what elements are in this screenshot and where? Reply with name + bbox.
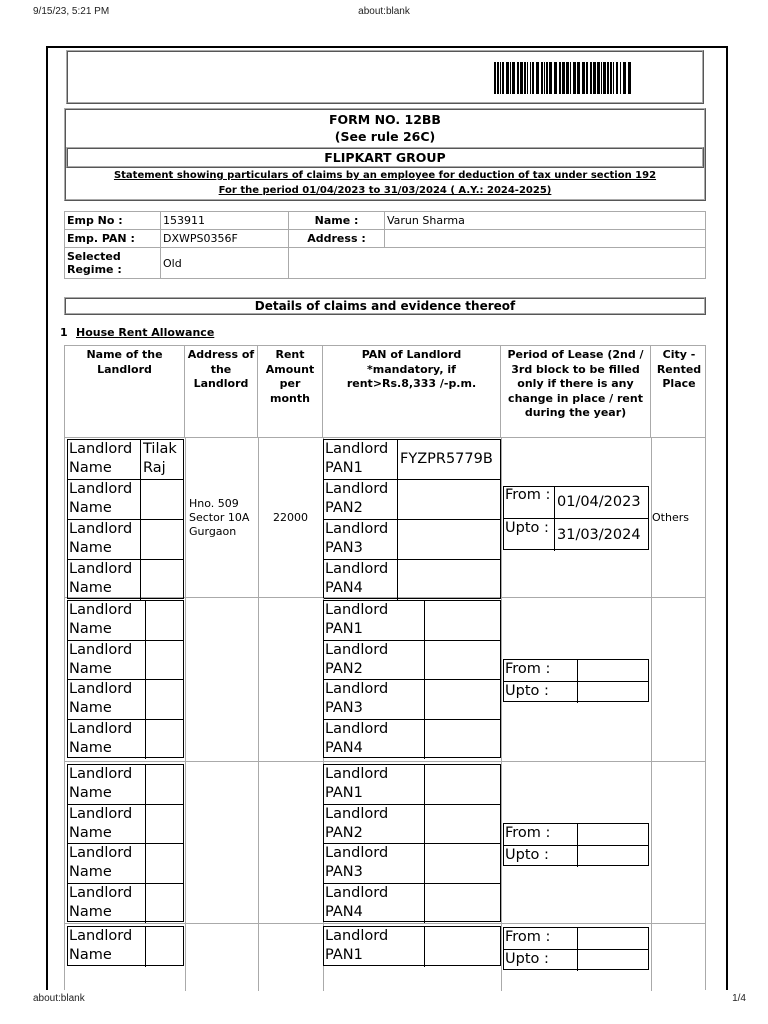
section-title: House Rent Allowance — [76, 326, 215, 339]
barcode-bar — [610, 62, 612, 94]
column-divider — [185, 598, 186, 761]
emp-no-value: 153911 — [161, 212, 289, 230]
landlord-name-row — [68, 884, 183, 924]
lease-from-row — [504, 660, 648, 682]
city-rented-place — [652, 762, 707, 924]
barcode-bar — [497, 62, 499, 94]
landlord-pan-label: Landlord PAN4 — [325, 561, 389, 596]
header-landlord-name: Name of the Landlord — [65, 346, 185, 437]
landlord-name-row — [68, 680, 183, 720]
barcode-bar — [494, 62, 496, 94]
landlord-pan-value[interactable] — [424, 765, 500, 804]
lease-upto-label: Upto : — [505, 520, 549, 536]
landlord-pan-row — [324, 601, 500, 641]
barcode-bar — [544, 62, 545, 94]
barcode-bar — [562, 62, 565, 94]
landlord-name-value[interactable] — [145, 680, 185, 719]
lease-upto-row — [504, 519, 648, 551]
landlord-pan-label: Landlord PAN2 — [325, 805, 389, 841]
landlord-pan-label: Landlord PAN1 — [325, 928, 389, 963]
lease-from-value[interactable] — [577, 660, 648, 681]
details-title: Details of claims and evidence thereof — [64, 297, 706, 315]
landlord-pan-value[interactable] — [397, 560, 500, 600]
statement-text: Statement showing particulars of claims by an employee for deduction of tax under section 192 — [113, 170, 657, 181]
emp-no-label: Emp No : — [65, 212, 161, 230]
landlord-name-row — [68, 844, 183, 884]
landlord-name-label: Landlord Name — [69, 681, 133, 716]
landlord-pan-value[interactable] — [397, 520, 500, 559]
landlord-pan-row — [324, 720, 500, 760]
barcode-bar — [512, 62, 515, 94]
lease-upto-row — [504, 846, 648, 868]
lease-from-label: From : — [505, 929, 551, 945]
landlord-pan-value[interactable] — [424, 720, 500, 760]
landlord-pan-row — [324, 884, 500, 924]
table-row — [65, 598, 705, 762]
lease-from-row — [504, 487, 648, 519]
barcode-bar — [530, 62, 531, 94]
landlord-pan-label: Landlord PAN1 — [325, 441, 389, 476]
landlord-name-row — [68, 765, 183, 805]
city-rented-place: Others — [652, 510, 689, 524]
landlord-address — [189, 924, 259, 991]
landlord-pan-value[interactable] — [424, 884, 500, 924]
barcode-bar — [613, 62, 614, 94]
landlord-name-table — [67, 926, 184, 966]
lease-upto-value[interactable] — [577, 846, 648, 868]
print-title: about:blank — [358, 6, 410, 17]
landlord-pan-row — [324, 765, 500, 805]
barcode-bar — [559, 62, 561, 94]
regime-label: Selected Regime : — [65, 248, 161, 279]
column-divider — [185, 762, 186, 923]
landlord-name-row — [68, 480, 183, 520]
landlord-name-label: Landlord Name — [69, 805, 133, 841]
employee-table — [64, 211, 706, 279]
barcode-bar — [570, 62, 571, 94]
landlord-pan-row — [324, 480, 500, 520]
hra-table — [64, 345, 706, 990]
rent-amount — [258, 598, 323, 762]
print-datetime: 9/15/23, 5:21 PM — [33, 6, 110, 17]
regime-value: Old — [161, 248, 289, 279]
company-name: FLIPKART GROUP — [66, 147, 704, 168]
lease-from-value[interactable]: 01/04/2023 — [554, 487, 648, 518]
city-rented-place — [652, 598, 707, 762]
lease-from-label: From : — [505, 661, 551, 677]
address-value — [385, 230, 706, 248]
landlord-name-row — [68, 601, 183, 641]
lease-upto-row — [504, 950, 648, 972]
landlord-name-row — [68, 720, 183, 760]
barcode-bar — [546, 62, 548, 94]
landlord-name-value[interactable] — [140, 480, 185, 519]
table-row — [65, 924, 705, 991]
landlord-pan-label: Landlord PAN3 — [325, 521, 389, 556]
address-label: Address : — [289, 230, 385, 248]
landlord-name-value[interactable] — [140, 520, 185, 559]
landlord-pan-row — [324, 440, 500, 480]
landlord-name-value[interactable] — [145, 805, 185, 844]
barcode-bar — [628, 62, 631, 94]
city-rented-place — [652, 924, 707, 991]
landlord-name-label: Landlord Name — [69, 481, 133, 516]
landlord-pan-table — [323, 439, 501, 599]
landlord-pan-row — [324, 844, 500, 884]
landlord-name-label: Landlord Name — [69, 884, 133, 920]
landlord-pan-label: Landlord PAN2 — [325, 481, 389, 516]
print-page-number: 1/4 — [732, 993, 746, 1004]
lease-period-table — [503, 486, 649, 550]
landlord-pan-row — [324, 641, 500, 681]
name-label: Name : — [289, 212, 385, 230]
landlord-name-value[interactable] — [145, 641, 185, 680]
landlord-pan-row — [324, 805, 500, 845]
landlord-name-value[interactable] — [145, 601, 185, 640]
barcode-box — [66, 50, 704, 104]
column-divider — [501, 762, 502, 923]
column-divider — [185, 437, 186, 597]
period-text: For the period 01/04/2023 to 31/03/2024 ( A.Y.: 2024-2025) — [218, 185, 552, 196]
landlord-pan-value[interactable]: FYZPR5779B — [397, 440, 500, 479]
column-divider — [501, 924, 502, 991]
lease-period-table — [503, 823, 649, 866]
landlord-pan-table — [323, 764, 501, 922]
header-lease-period: Period of Lease (2nd / 3rd block to be filled only if there is any change in place / rent during the year) — [501, 346, 651, 437]
landlord-pan-label: Landlord PAN2 — [325, 641, 389, 677]
landlord-pan-label: Landlord PAN4 — [325, 720, 389, 756]
barcode-bar — [500, 62, 501, 94]
barcode-bar — [510, 62, 511, 94]
rent-amount: 22000 — [273, 510, 308, 524]
landlord-pan-value[interactable] — [424, 805, 500, 844]
lease-period-table — [503, 659, 649, 702]
barcode-bar — [573, 62, 576, 94]
barcode-bar — [597, 62, 600, 94]
barcode-bar — [502, 62, 504, 94]
landlord-name-value[interactable] — [145, 844, 185, 883]
barcode-bar — [607, 62, 609, 94]
landlord-pan-table — [323, 600, 501, 758]
landlord-pan-label: Landlord PAN1 — [325, 766, 389, 801]
pan-label: Emp. PAN : — [65, 230, 161, 248]
lease-from-label: From : — [505, 825, 551, 841]
landlord-name-label: Landlord Name — [69, 561, 133, 596]
pan-value: DXWPS0356F — [161, 230, 289, 248]
column-divider — [501, 598, 502, 761]
landlord-name-row — [68, 927, 183, 967]
barcode-bar — [616, 62, 618, 94]
landlord-pan-value[interactable] — [424, 927, 500, 967]
barcode-bar — [623, 62, 626, 94]
landlord-pan-value[interactable] — [424, 641, 500, 680]
rent-amount — [258, 762, 323, 924]
barcode-bar — [601, 62, 602, 94]
lease-upto-label: Upto : — [505, 682, 549, 699]
rent-amount — [258, 924, 323, 991]
landlord-pan-value[interactable] — [424, 844, 500, 883]
barcode-bar — [582, 62, 585, 94]
landlord-name-table — [67, 764, 184, 922]
landlord-name-label: Landlord Name — [69, 928, 133, 963]
landlord-pan-table — [323, 926, 501, 966]
barcode-bar — [506, 62, 509, 94]
empty-cell — [289, 248, 706, 279]
landlord-pan-row — [324, 927, 500, 967]
form-rule: (See rule 26C) — [334, 129, 436, 144]
landlord-address: Hno. 509 Sector 10A Gurgaon — [189, 496, 250, 538]
landlord-name-row — [68, 440, 183, 480]
lease-upto-row — [504, 682, 648, 704]
name-value: Varun Sharma — [385, 212, 706, 230]
barcode-bar — [620, 62, 621, 94]
lease-upto-label: Upto : — [505, 950, 549, 967]
barcode-bar — [520, 62, 523, 94]
barcode-bar — [536, 62, 539, 94]
barcode-bar — [577, 62, 580, 94]
landlord-pan-row — [324, 680, 500, 720]
landlord-name-label: Landlord Name — [69, 845, 133, 880]
landlord-name-row — [68, 805, 183, 845]
landlord-pan-label: Landlord PAN4 — [325, 884, 389, 920]
barcode-bar — [549, 62, 552, 94]
landlord-name-value[interactable] — [140, 560, 185, 600]
landlord-name-label: Landlord Name — [69, 521, 133, 556]
barcode-bar — [541, 62, 543, 94]
landlord-name-value[interactable] — [145, 765, 185, 804]
barcode-bar — [527, 62, 528, 94]
landlord-name-value[interactable] — [145, 927, 185, 967]
landlord-name-table — [67, 439, 184, 599]
landlord-pan-value[interactable] — [424, 680, 500, 719]
landlord-name-row — [68, 641, 183, 681]
landlord-address — [189, 762, 259, 924]
lease-upto-label: Upto : — [505, 846, 549, 863]
barcode-bar — [586, 62, 588, 94]
lease-from-value[interactable] — [577, 824, 648, 845]
lease-from-value[interactable] — [577, 928, 648, 949]
landlord-name-value[interactable] — [145, 720, 185, 760]
table-row — [65, 437, 705, 598]
header-landlord-pan: PAN of Landlord *mandatory, if rent>Rs.8,333 /-p.m. — [323, 346, 501, 437]
header-city: City - Rented Place — [656, 348, 702, 390]
landlord-name-table — [67, 600, 184, 758]
landlord-name-row — [68, 560, 183, 600]
landlord-address — [189, 598, 259, 762]
header-rent-amount: Rent Amount per month — [258, 346, 323, 437]
landlord-pan-label: Landlord PAN3 — [325, 681, 389, 716]
landlord-name-value[interactable] — [145, 884, 185, 924]
lease-from-row — [504, 824, 648, 846]
barcode-bar — [554, 62, 557, 94]
barcode-bar — [603, 62, 606, 94]
landlord-pan-row — [324, 560, 500, 600]
landlord-name-label: Landlord Name — [69, 441, 133, 476]
landlord-name-row — [68, 520, 183, 560]
barcode-icon — [494, 62, 634, 94]
landlord-pan-value[interactable] — [397, 480, 500, 519]
landlord-pan-row — [324, 520, 500, 560]
form-title: FORM NO. 12BB — [329, 112, 441, 127]
barcode-bar — [590, 62, 592, 94]
barcode-bar — [566, 62, 569, 94]
lease-upto-value[interactable] — [577, 682, 648, 704]
barcode-bar — [532, 62, 534, 94]
landlord-name-value[interactable]: Tilak Raj — [140, 440, 185, 479]
landlord-name-label: Landlord Name — [69, 602, 133, 637]
section-number: 1 — [60, 326, 68, 339]
landlord-pan-label: Landlord PAN3 — [325, 845, 389, 880]
lease-from-label: From : — [505, 487, 551, 503]
column-divider — [185, 924, 186, 991]
landlord-name-label: Landlord Name — [69, 766, 133, 801]
table-row — [65, 762, 705, 924]
header-landlord-address: Address of the Landlord — [185, 346, 258, 437]
column-divider — [501, 437, 502, 597]
landlord-name-label: Landlord Name — [69, 720, 133, 756]
landlord-pan-label: Landlord PAN1 — [325, 602, 389, 637]
landlord-pan-value[interactable] — [424, 601, 500, 640]
barcode-bar — [517, 62, 519, 94]
lease-upto-value[interactable]: 31/03/2024 — [554, 519, 648, 551]
barcode-bar — [593, 62, 596, 94]
barcode-bar — [524, 62, 526, 94]
lease-upto-value[interactable] — [577, 950, 648, 972]
print-footer-url: about:blank — [33, 993, 85, 1004]
lease-from-row — [504, 928, 648, 950]
landlord-name-label: Landlord Name — [69, 641, 133, 677]
lease-period-table — [503, 927, 649, 970]
